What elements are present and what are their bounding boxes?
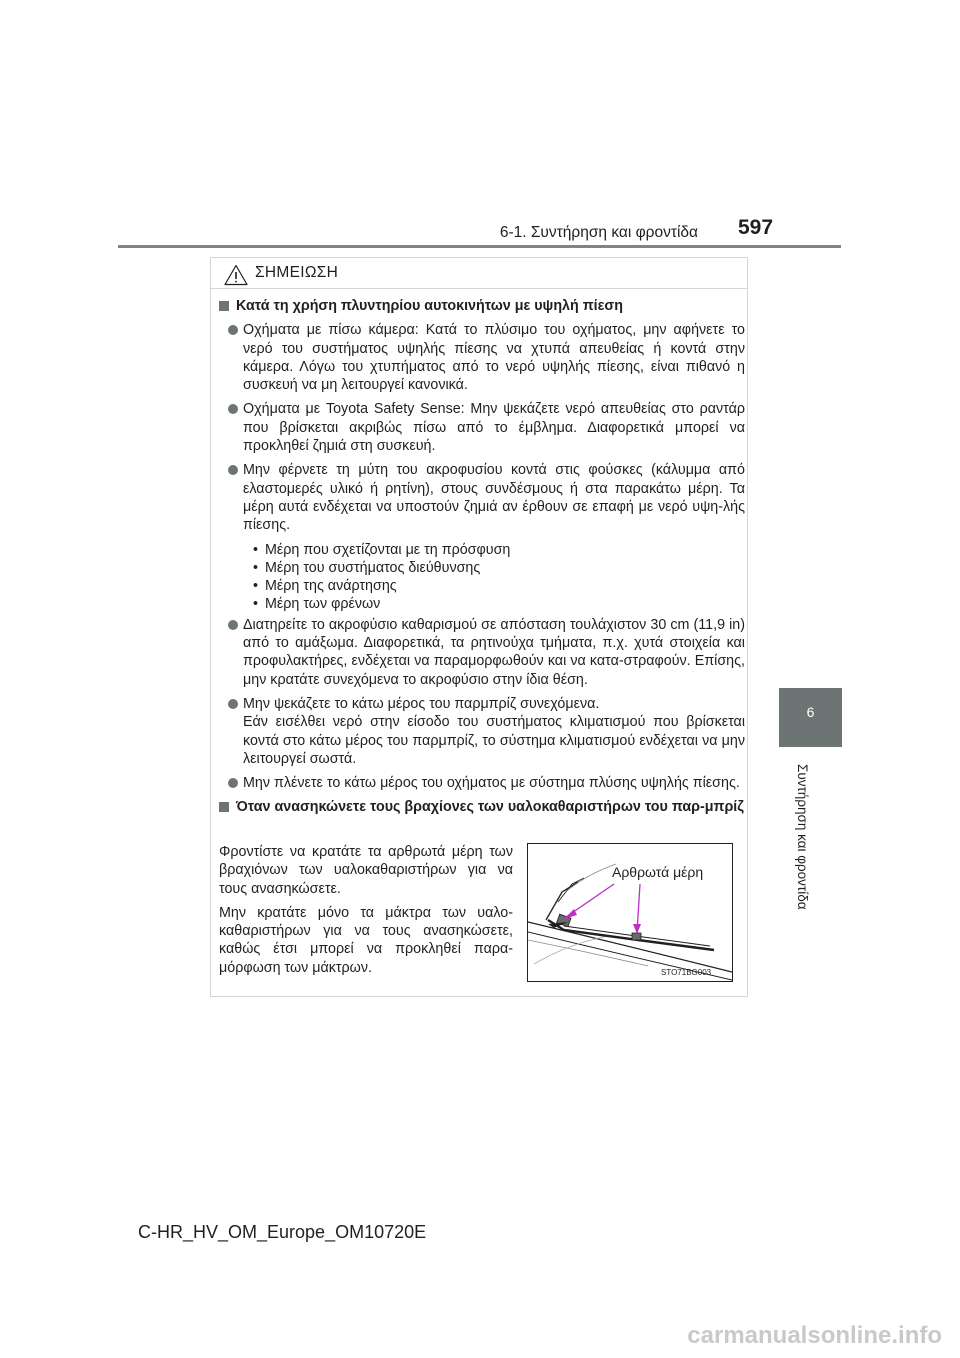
figure-callout-label: Αρθρωτά μέρη bbox=[612, 864, 704, 880]
circle-bullet-icon bbox=[228, 778, 238, 788]
sub-list bbox=[219, 541, 745, 614]
section-title-high-pressure: Κατά τη χρήση πλυντηρίου αυτοκινήτων με υψηλή πίεση bbox=[219, 297, 745, 315]
wiper-paragraph: Μην κρατάτε μόνο τα μάκτρα των υαλο-καθαριστήρων για να τους ανασηκώσετε, καθώς έτσι μπορεί να προκληθεί παρα-μόρφωση των μάκτρων. bbox=[219, 904, 513, 976]
square-bullet-icon bbox=[219, 802, 229, 812]
chapter-tab bbox=[779, 688, 842, 747]
sub-list-item: • Μέρη που σχετίζονται με τη πρόσφυση bbox=[253, 541, 745, 559]
circle-bullet-icon bbox=[228, 620, 238, 630]
bullet-item: Οχήματα με Toyota Safety Sense: Μην ψεκάζετε νερό απευθείας στο ραντάρ που βρίσκεται ακριβώς πίσω από το έμβλημα. Διαφορετικά μπορεί να προκληθεί ζημιά στη συσκευή. bbox=[219, 400, 745, 455]
circle-bullet-icon bbox=[228, 325, 238, 335]
circle-bullet-icon bbox=[228, 465, 238, 475]
section-title-wiper-arms: Όταν ανασηκώνετε τους βραχίονες των υαλοκαθαριστήρων του παρ-μπρίζ bbox=[219, 798, 745, 816]
circle-bullet-icon bbox=[228, 699, 238, 709]
circle-bullet-icon bbox=[228, 404, 238, 414]
header-rule bbox=[118, 245, 841, 248]
notice-content bbox=[219, 297, 745, 817]
bullet-item: Μην ψεκάζετε το κάτω μέρος του παρμπρίζ συνεχόμενα. Εάν εισέλθει νερό στην είσοδο του συστήματος κλιματισμού που βρίσκεται κοντά στο κάτω μέρος του παρμπρίζ, το σύστημα κλιματισμού ενδέχεται να μην λειτουργεί σωστά. bbox=[219, 695, 745, 768]
bullet-item: Μην φέρνετε τη μύτη του ακροφυσίου κοντά στις φούσκες (κάλυμμα από ελαστομερές υλικό ή ρητίνη), στους συνδέσμους ή στα παρακάτω μέρη. Τα μέρη αυτά ενδέχεται να υποστούν ζημιά αν έρθουν σε επαφή με νερό υψη-λής πίεσης. bbox=[219, 461, 745, 534]
sub-list-item: • Μέρη των φρένων bbox=[253, 595, 745, 613]
square-bullet-icon bbox=[219, 301, 229, 311]
chapter-number: 6 bbox=[806, 704, 815, 720]
wiper-figure bbox=[527, 843, 733, 982]
watermark: carmanualsonline.info bbox=[687, 1322, 942, 1349]
wiper-paragraph: Φροντίστε να κρατάτε τα αρθρωτά μέρη των βραχιόνων των υαλοκαθαριστήρων για να τους ανασηκώσετε. bbox=[219, 844, 513, 897]
bullet-item: Διατηρείτε το ακροφύσιο καθαρισμού σε απόσταση τουλάχιστον 30 cm (11,9 in) από το αμάξωμα. Διαφορετικά, τα ρητινούχα τμήματα, π.χ. χυτά στοιχεία και προφυλακτήρες, ενδέχεται να παραμορφωθούν και να κατα-στραφούν. Επίσης, μην κρατάτε συνεχόμενα το ακροφύσιο στην ίδια θέση. bbox=[219, 616, 745, 689]
notice-box bbox=[210, 257, 748, 997]
figure-code: STO71BG003 bbox=[661, 968, 712, 977]
notice-header bbox=[211, 258, 747, 289]
sub-list-item: • Μέρη του συστήματος διεύθυνσης bbox=[253, 559, 745, 577]
sub-list-item: • Μέρη της ανάρτησης bbox=[253, 577, 745, 595]
warning-triangle-icon bbox=[224, 264, 248, 286]
page-number: 597 bbox=[738, 216, 774, 239]
notice-title: ΣΗΜΕΙΩΣΗ bbox=[255, 264, 339, 281]
bullet-item: Οχήματα με πίσω κάμερα: Κατά το πλύσιμο του οχήματος, μην αφήνετε το νερό του συστήματος υψηλής πίεσης να χτυπά απευθείας ή κοντά στην κάμερα. Λόγω του χτυπήματος από το νερό υψηλής πίεσης, είναι πιθανό η συσκευή να μη λειτουργεί κανονικά. bbox=[219, 321, 745, 394]
wiper-instructions bbox=[219, 843, 513, 983]
section-header-title: 6-1. Συντήρηση και φροντίδα bbox=[499, 224, 698, 241]
manual-code-footer: C-HR_HV_OM_Europe_OM10720E bbox=[138, 1222, 427, 1242]
bullet-item: Μην πλένετε το κάτω μέρος του οχήματος με σύστημα πλύσης υψηλής πίεσης. bbox=[219, 774, 745, 792]
chapter-label: Συντήρηση και φροντίδα bbox=[795, 764, 810, 910]
